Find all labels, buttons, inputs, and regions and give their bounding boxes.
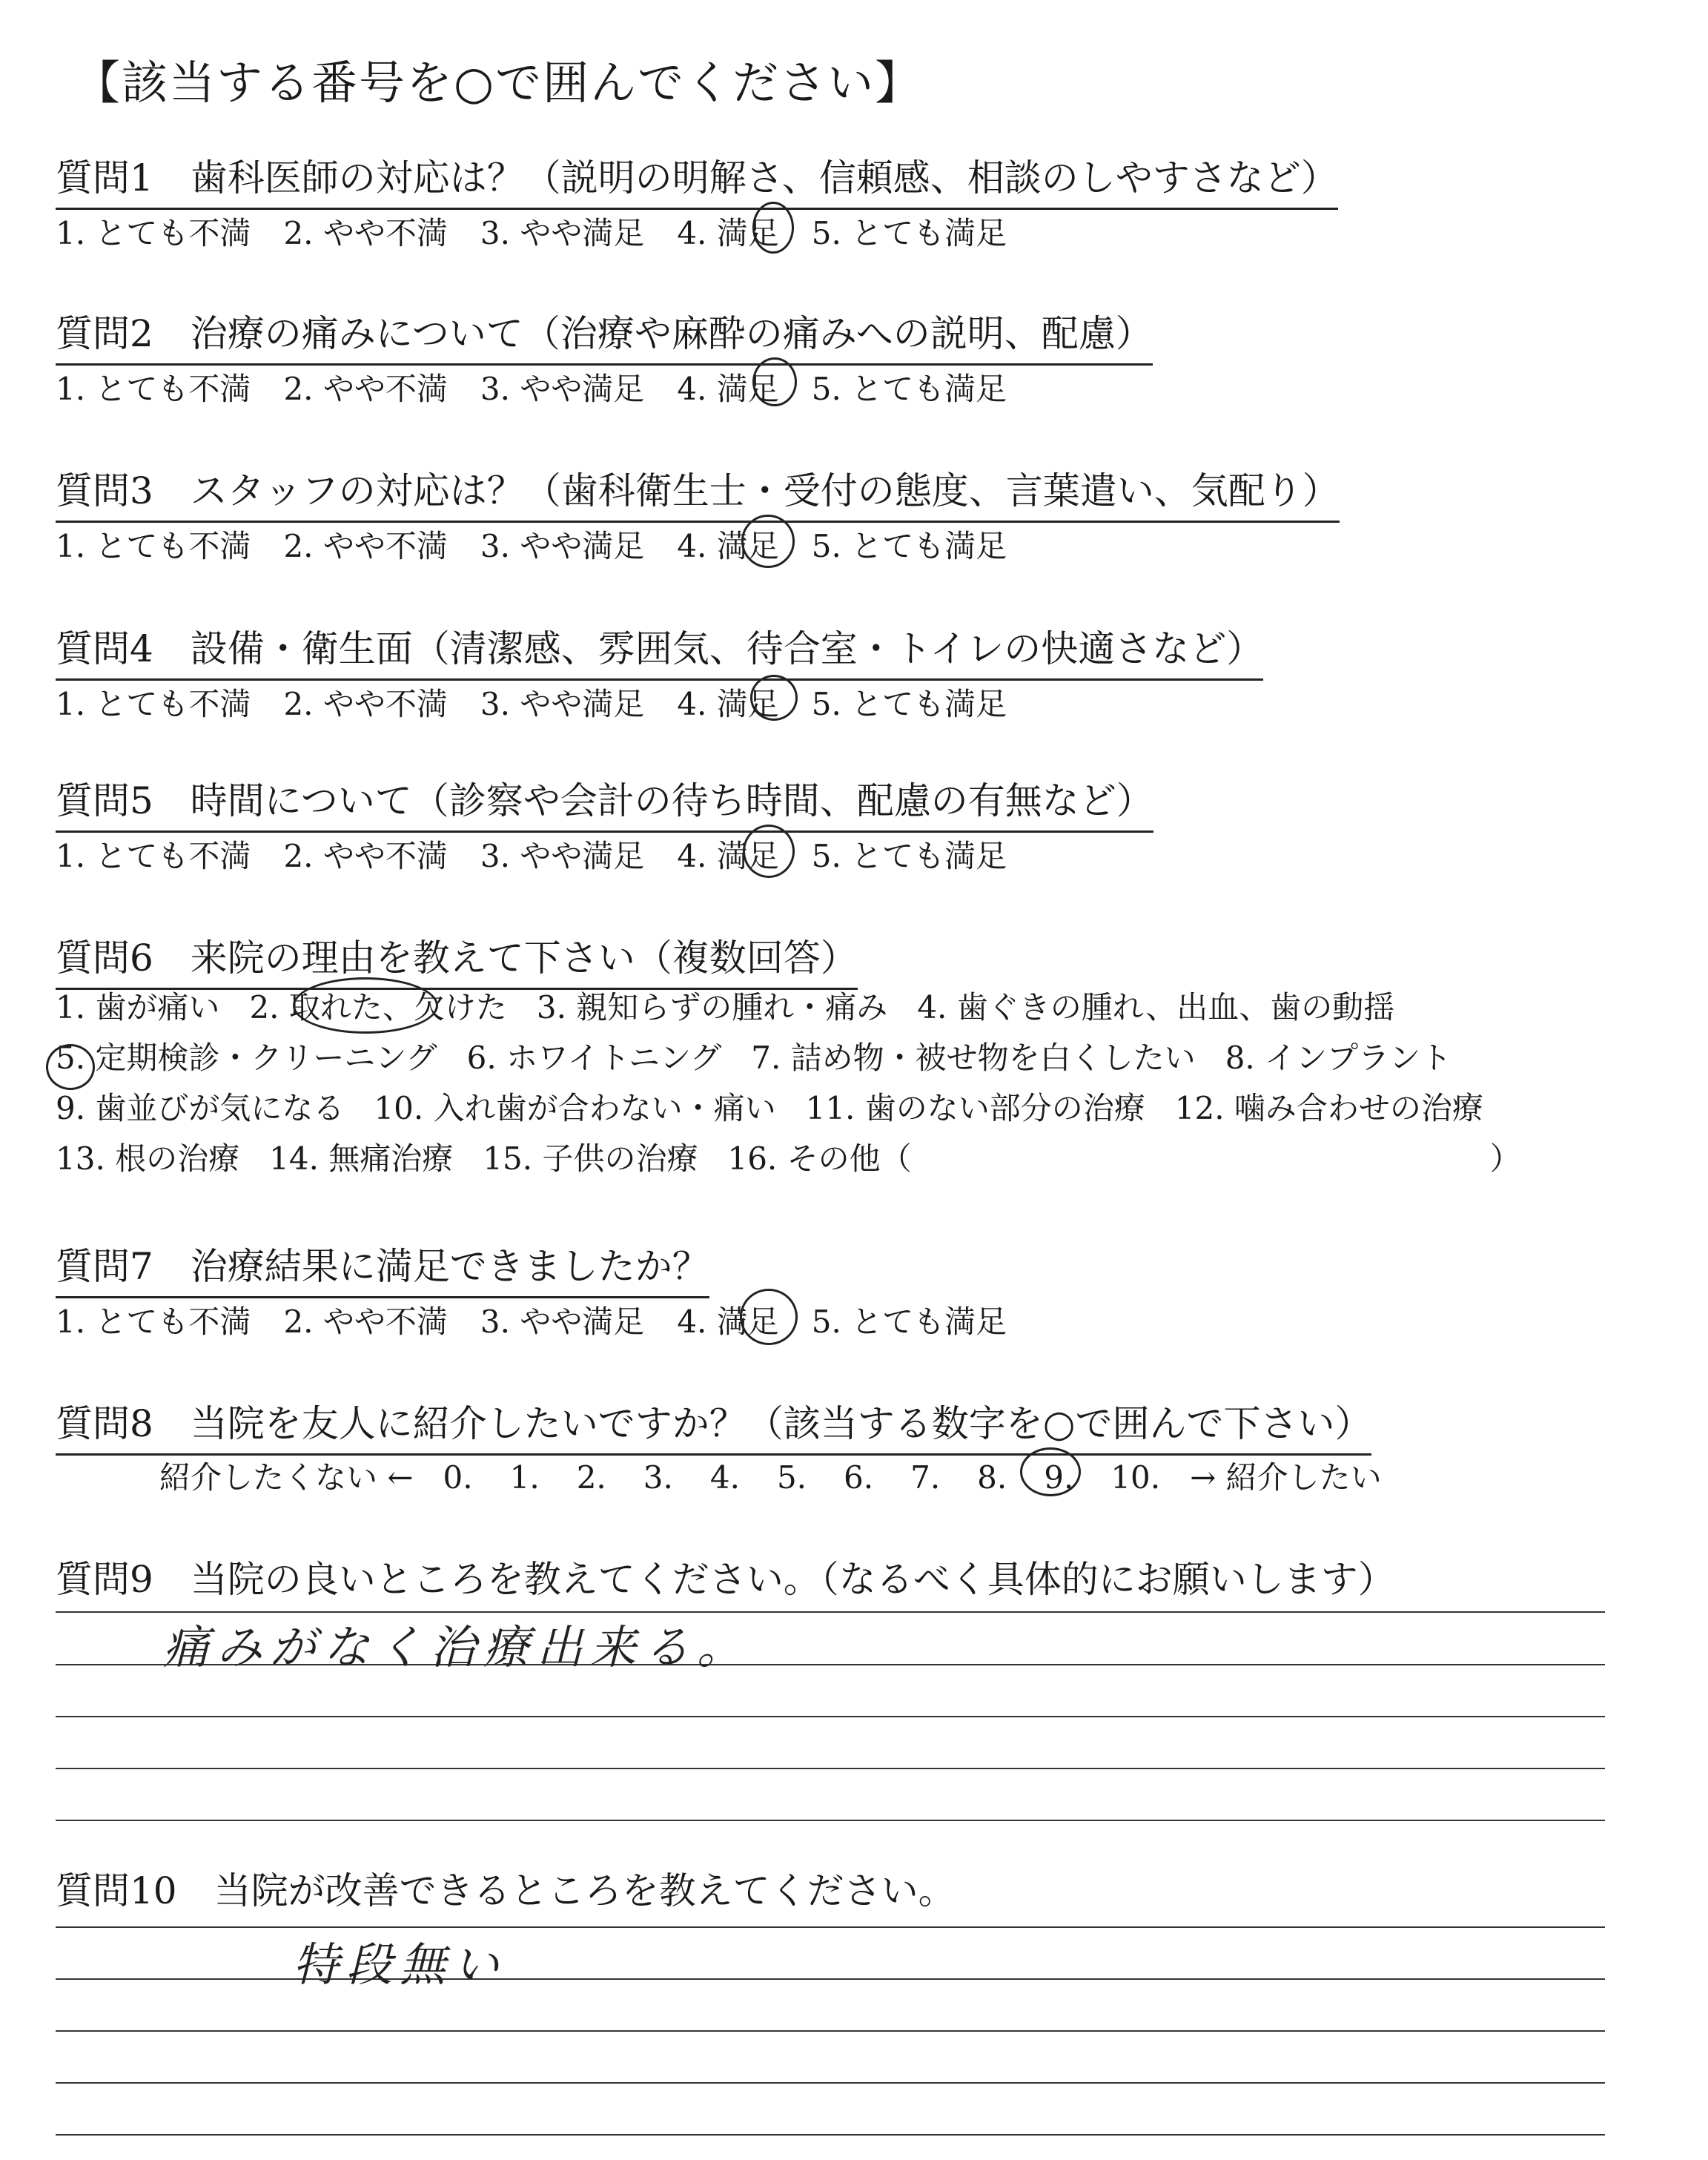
q7-option-1[interactable]: 1. とても不満 — [56, 1304, 251, 1340]
q9-answer-line-4 — [56, 1768, 1605, 1769]
q3-option-1[interactable]: 1. とても不満 — [56, 528, 251, 564]
q7-option-4[interactable]: 4. 満足 — [677, 1304, 779, 1340]
q9-answer-line-3 — [56, 1716, 1605, 1717]
q1-option-1[interactable]: 1. とても不満 — [56, 215, 251, 251]
q5-option-2[interactable]: 2. やや不満 — [283, 838, 448, 874]
q7-options — [56, 1298, 1039, 1342]
q6-reason-16[interactable]: 16. その他（ — [727, 1140, 912, 1177]
q4-option-1[interactable]: 1. とても不満 — [56, 686, 251, 722]
q1-selection-circle — [752, 202, 794, 254]
q6-reasons — [56, 982, 1521, 1184]
q8-selection-circle — [1020, 1447, 1081, 1496]
q8-number-6[interactable]: 6. — [844, 1459, 874, 1496]
q6-reason-4[interactable]: 4. 歯ぐきの腫れ、出血、歯の動揺 — [917, 989, 1395, 1025]
q3-options — [56, 522, 1039, 567]
q10-answer-line-2 — [56, 1978, 1605, 1980]
q8-title: 質問8 当院を友人に紹介したいですか？（該当する数字を○で囲んで下さい） — [56, 1394, 1371, 1456]
q8-number-2[interactable]: 2. — [576, 1459, 606, 1496]
q7-option-3[interactable]: 3. やや満足 — [480, 1304, 645, 1340]
q6-row-4 — [56, 1134, 1521, 1184]
q1-option-5[interactable]: 5. とても満足 — [811, 215, 1007, 251]
q9-handwritten-answer[interactable]: 痛みがなく治療出来る。 — [163, 1620, 751, 1674]
q10-answer-line-1 — [56, 1926, 1605, 1928]
q7-option-5[interactable]: 5. とても満足 — [811, 1304, 1007, 1340]
q6-reason-15[interactable]: 15. 子供の治療 — [483, 1140, 698, 1177]
q8-number-5[interactable]: 5. — [776, 1459, 807, 1496]
q7-selection-circle — [740, 1289, 798, 1345]
q3-option-5[interactable]: 5. とても満足 — [811, 528, 1007, 564]
q6-row-2 — [56, 1033, 1521, 1083]
q8-number-10[interactable]: 10. — [1110, 1459, 1161, 1496]
q5-option-1[interactable]: 1. とても不満 — [56, 838, 251, 874]
q3-option-3[interactable]: 3. やや満足 — [480, 528, 645, 564]
q6-reason-5[interactable]: 5. 定期検診・クリーニング — [56, 1040, 437, 1076]
q2-option-3[interactable]: 3. やや満足 — [480, 371, 645, 407]
q8-number-0[interactable]: 0. — [443, 1459, 473, 1496]
q6-reason-1[interactable]: 1. 歯が痛い — [56, 989, 220, 1025]
q6-reason-10[interactable]: 10. 入れ歯が合わない・痛い — [374, 1090, 776, 1126]
q4-selection-circle — [750, 675, 798, 721]
q8-number-1[interactable]: 1. — [509, 1459, 540, 1496]
q10-title: 質問10 当院が改善できるところを教えてください。 — [56, 1869, 956, 1912]
q3-title: 質問3 スタッフの対応は？（歯科衛生士・受付の態度、言葉遣い、気配り） — [56, 461, 1340, 523]
q3-option-2[interactable]: 2. やや不満 — [283, 528, 448, 564]
q6-reason-2[interactable]: 2. 取れた、欠けた — [249, 989, 507, 1025]
q1-options — [56, 209, 1039, 254]
page-title: 【該当する番号を○で囲んでください】 — [74, 56, 923, 110]
q2-title: 質問2 治療の痛みについて（治療や麻酔の痛みへの説明、配慮） — [56, 304, 1153, 366]
q4-option-3[interactable]: 3. やや満足 — [480, 686, 645, 722]
q6-reason-14[interactable]: 14. 無痛治療 — [269, 1140, 454, 1177]
q5-options — [56, 832, 1039, 876]
q6-reason-6[interactable]: 6. ホワイトニング — [466, 1040, 722, 1076]
q6-reason-8[interactable]: 8. インプラント — [1225, 1040, 1452, 1076]
q8-number-7[interactable]: 7. — [910, 1459, 941, 1496]
q1-option-4[interactable]: 4. 満足 — [677, 215, 779, 251]
q2-option-2[interactable]: 2. やや不満 — [283, 371, 448, 407]
q10-answer-line-5 — [56, 2134, 1605, 2136]
q8-number-3[interactable]: 3. — [643, 1459, 673, 1496]
q6-reason-7[interactable]: 7. 詰め物・被せ物を白くしたい — [751, 1040, 1196, 1076]
q8-scale — [159, 1453, 1382, 1498]
q7-option-2[interactable]: 2. やや不満 — [283, 1304, 448, 1340]
q5-option-3[interactable]: 3. やや満足 — [480, 838, 645, 874]
q2-option-5[interactable]: 5. とても満足 — [811, 371, 1007, 407]
q6-reason-9[interactable]: 9. 歯並びが気になる — [56, 1090, 345, 1126]
q4-options — [56, 680, 1039, 724]
q8-left-label: 紹介したくない ← — [159, 1459, 414, 1496]
q2-option-1[interactable]: 1. とても不満 — [56, 371, 251, 407]
q6-selection-circle-2 — [293, 977, 438, 1034]
q1-option-3[interactable]: 3. やや満足 — [480, 215, 645, 251]
q6-row-3 — [56, 1083, 1521, 1134]
q7-title: 質問7 治療結果に満足できましたか？ — [56, 1237, 709, 1298]
q4-option-4[interactable]: 4. 満足 — [677, 686, 779, 722]
q10-handwritten-answer[interactable]: 特段無い — [293, 1938, 507, 1992]
q6-reason-11[interactable]: 11. 歯のない部分の治療 — [805, 1090, 1145, 1126]
q9-answer-line-5 — [56, 1820, 1605, 1821]
q5-title: 質問5 時間について（診察や会計の待ち時間、配慮の有無など） — [56, 771, 1153, 833]
q5-selection-circle — [743, 825, 795, 878]
q6-other-close: ） — [1489, 1140, 1521, 1177]
q8-number-4[interactable]: 4. — [709, 1459, 740, 1496]
q2-selection-circle — [752, 357, 797, 406]
q6-reason-12[interactable]: 12. 噛み合わせの治療 — [1174, 1090, 1483, 1126]
q10-answer-line-3 — [56, 2030, 1605, 2032]
q6-reason-13[interactable]: 13. 根の治療 — [56, 1140, 240, 1177]
q2-options — [56, 365, 1039, 409]
q6-selection-circle-5 — [46, 1044, 95, 1090]
q10-answer-line-4 — [56, 2082, 1605, 2084]
q6-row-1 — [56, 982, 1521, 1033]
q5-option-5[interactable]: 5. とても満足 — [811, 838, 1007, 874]
q8-number-9[interactable]: 9. — [1044, 1459, 1074, 1496]
q6-title: 質問6 来院の理由を教えて下さい（複数回答） — [56, 928, 858, 990]
q4-option-2[interactable]: 2. やや不満 — [283, 686, 448, 722]
q1-option-2[interactable]: 2. やや不満 — [283, 215, 448, 251]
q2-option-4[interactable]: 4. 満足 — [677, 371, 779, 407]
q4-title: 質問4 設備・衛生面（清潔感、雰囲気、待合室・トイレの快適さなど） — [56, 619, 1263, 681]
q8-right-label: → 紹介したい — [1190, 1459, 1382, 1496]
q4-option-5[interactable]: 5. とても満足 — [811, 686, 1007, 722]
q3-selection-circle — [741, 515, 795, 568]
q1-title: 質問1 歯科医師の対応は？（説明の明解さ、信頼感、相談のしやすさなど） — [56, 148, 1338, 210]
q5-option-4[interactable]: 4. 満足 — [677, 838, 779, 874]
q6-reason-3[interactable]: 3. 親知らずの腫れ・痛み — [536, 989, 888, 1025]
q3-option-4[interactable]: 4. 満足 — [677, 528, 779, 564]
q9-title: 質問9 当院の良いところを教えてください。（なるべく具体的にお願いします） — [56, 1558, 1395, 1601]
q8-number-8[interactable]: 8. — [977, 1459, 1007, 1496]
